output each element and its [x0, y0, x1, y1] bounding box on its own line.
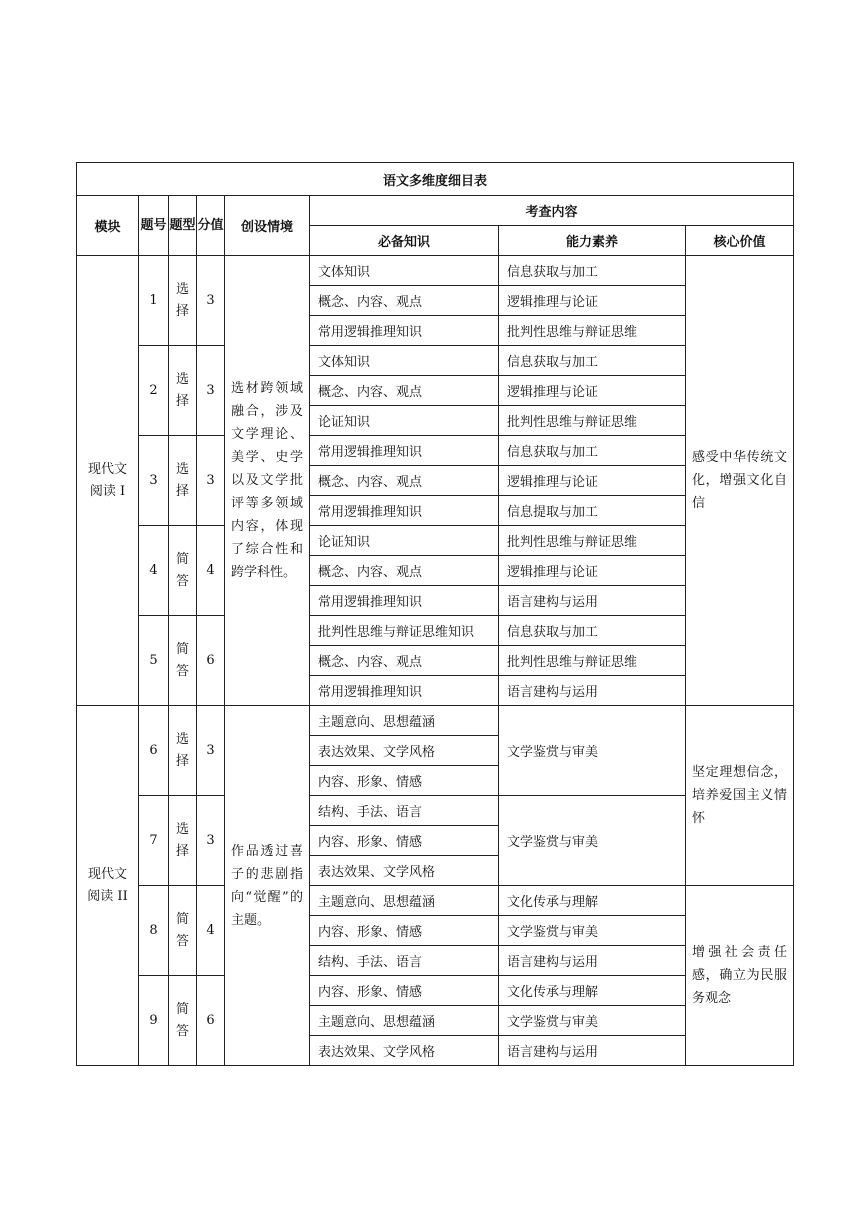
question-type: 简 答: [169, 616, 197, 706]
knowledge-cell: 概念、内容、观点: [310, 286, 499, 316]
ability-cell: 信息获取与加工: [499, 256, 686, 286]
ability-cell: 文学鉴赏与审美: [499, 916, 686, 946]
ability-cell: 逻辑推理与论证: [499, 376, 686, 406]
knowledge-cell: 内容、形象、情感: [310, 916, 499, 946]
header-module: 模块: [77, 196, 139, 256]
ability-cell: 逻辑推理与论证: [499, 466, 686, 496]
table-row: [77, 706, 794, 736]
question-type: 选 择: [169, 256, 197, 346]
ability-cell: 批判性思维与辩证思维: [499, 316, 686, 346]
ability-cell: 文化传承与理解: [499, 976, 686, 1006]
question-score: 6: [197, 616, 225, 706]
knowledge-cell: 主题意向、思想蕴涵: [310, 1006, 499, 1036]
header-score: 分值: [197, 196, 225, 256]
ability-cell: 批判性思维与辩证思维: [499, 646, 686, 676]
knowledge-cell: 常用逻辑推理知识: [310, 436, 499, 466]
knowledge-cell: 主题意向、思想蕴涵: [310, 886, 499, 916]
knowledge-cell: 概念、内容、观点: [310, 466, 499, 496]
question-score: 6: [197, 976, 225, 1066]
ability-cell: 语言建构与运用: [499, 676, 686, 706]
knowledge-cell: 常用逻辑推理知识: [310, 496, 499, 526]
header-ability: 能力素养: [499, 226, 686, 256]
question-score: 3: [197, 436, 225, 526]
question-number: 3: [139, 436, 169, 526]
detail-table: [76, 162, 794, 1066]
ability-cell: 语言建构与运用: [499, 1036, 686, 1066]
header-context: 创设情境: [225, 196, 310, 256]
question-number: 7: [139, 796, 169, 886]
header-qnum: 题号: [139, 196, 169, 256]
knowledge-cell: 内容、形象、情感: [310, 766, 499, 796]
context-cell: 选材跨领域融合，涉及文学理论、美学、史学以及文学批评等多领域内容，体现了综合性和跨学科性。: [225, 256, 310, 706]
knowledge-cell: 表达效果、文学风格: [310, 736, 499, 766]
value-cell: 坚定理想信念，培养爱国主义情怀: [686, 706, 794, 886]
value-cell: 增强社会责任感，确立为民服务观念: [686, 886, 794, 1066]
question-score: 4: [197, 526, 225, 616]
knowledge-cell: 常用逻辑推理知识: [310, 316, 499, 346]
header-value: 核心价值: [686, 226, 794, 256]
ability-cell: 信息获取与加工: [499, 346, 686, 376]
ability-cell: 信息获取与加工: [499, 616, 686, 646]
question-score: 3: [197, 346, 225, 436]
ability-cell: 信息获取与加工: [499, 436, 686, 466]
question-number: 9: [139, 976, 169, 1066]
knowledge-cell: 结构、手法、语言: [310, 796, 499, 826]
ability-cell: 逻辑推理与论证: [499, 286, 686, 316]
ability-cell: 文学鉴赏与审美: [499, 706, 686, 796]
question-type: 简 答: [169, 526, 197, 616]
knowledge-cell: 概念、内容、观点: [310, 646, 499, 676]
ability-cell: 文学鉴赏与审美: [499, 796, 686, 886]
question-number: 4: [139, 526, 169, 616]
knowledge-cell: 表达效果、文学风格: [310, 856, 499, 886]
header-qtype: 题型: [169, 196, 197, 256]
question-number: 6: [139, 706, 169, 796]
ability-cell: 语言建构与运用: [499, 586, 686, 616]
ability-cell: 文学鉴赏与审美: [499, 1006, 686, 1036]
header-knowledge: 必备知识: [310, 226, 499, 256]
knowledge-cell: 内容、形象、情感: [310, 976, 499, 1006]
question-number: 2: [139, 346, 169, 436]
header-content: 考查内容: [310, 196, 794, 226]
context-cell: 作品透过喜子的悲剧指向“觉醒”的主题。: [225, 706, 310, 1066]
question-score: 3: [197, 256, 225, 346]
value-cell: 感受中华传统文化，增强文化自信: [686, 256, 794, 706]
knowledge-cell: 常用逻辑推理知识: [310, 676, 499, 706]
ability-cell: 批判性思维与辩证思维: [499, 406, 686, 436]
question-number: 8: [139, 886, 169, 976]
question-type: 选 择: [169, 346, 197, 436]
knowledge-cell: 论证知识: [310, 406, 499, 436]
knowledge-cell: 文体知识: [310, 346, 499, 376]
module-cell: 现代文 阅读 II: [77, 706, 139, 1066]
knowledge-cell: 主题意向、思想蕴涵: [310, 706, 499, 736]
question-type: 选 择: [169, 436, 197, 526]
knowledge-cell: 内容、形象、情感: [310, 826, 499, 856]
ability-cell: 文化传承与理解: [499, 886, 686, 916]
question-number: 5: [139, 616, 169, 706]
question-type: 选 择: [169, 706, 197, 796]
ability-cell: 信息提取与加工: [499, 496, 686, 526]
ability-cell: 逻辑推理与论证: [499, 556, 686, 586]
question-score: 4: [197, 886, 225, 976]
knowledge-cell: 结构、手法、语言: [310, 946, 499, 976]
module-cell: 现代文 阅读 I: [77, 256, 139, 706]
ability-cell: 语言建构与运用: [499, 946, 686, 976]
question-number: 1: [139, 256, 169, 346]
table-row: [77, 256, 794, 286]
knowledge-cell: 论证知识: [310, 526, 499, 556]
question-score: 3: [197, 796, 225, 886]
table-title: 语文多维度细目表: [77, 163, 794, 196]
knowledge-cell: 表达效果、文学风格: [310, 1036, 499, 1066]
question-type: 选 择: [169, 796, 197, 886]
knowledge-cell: 概念、内容、观点: [310, 376, 499, 406]
table-row: [77, 886, 794, 916]
question-type: 简 答: [169, 886, 197, 976]
knowledge-cell: 文体知识: [310, 256, 499, 286]
ability-cell: 批判性思维与辩证思维: [499, 526, 686, 556]
knowledge-cell: 概念、内容、观点: [310, 556, 499, 586]
knowledge-cell: 常用逻辑推理知识: [310, 586, 499, 616]
question-score: 3: [197, 706, 225, 796]
question-type: 简 答: [169, 976, 197, 1066]
knowledge-cell: 批判性思维与辩证思维知识: [310, 616, 499, 646]
